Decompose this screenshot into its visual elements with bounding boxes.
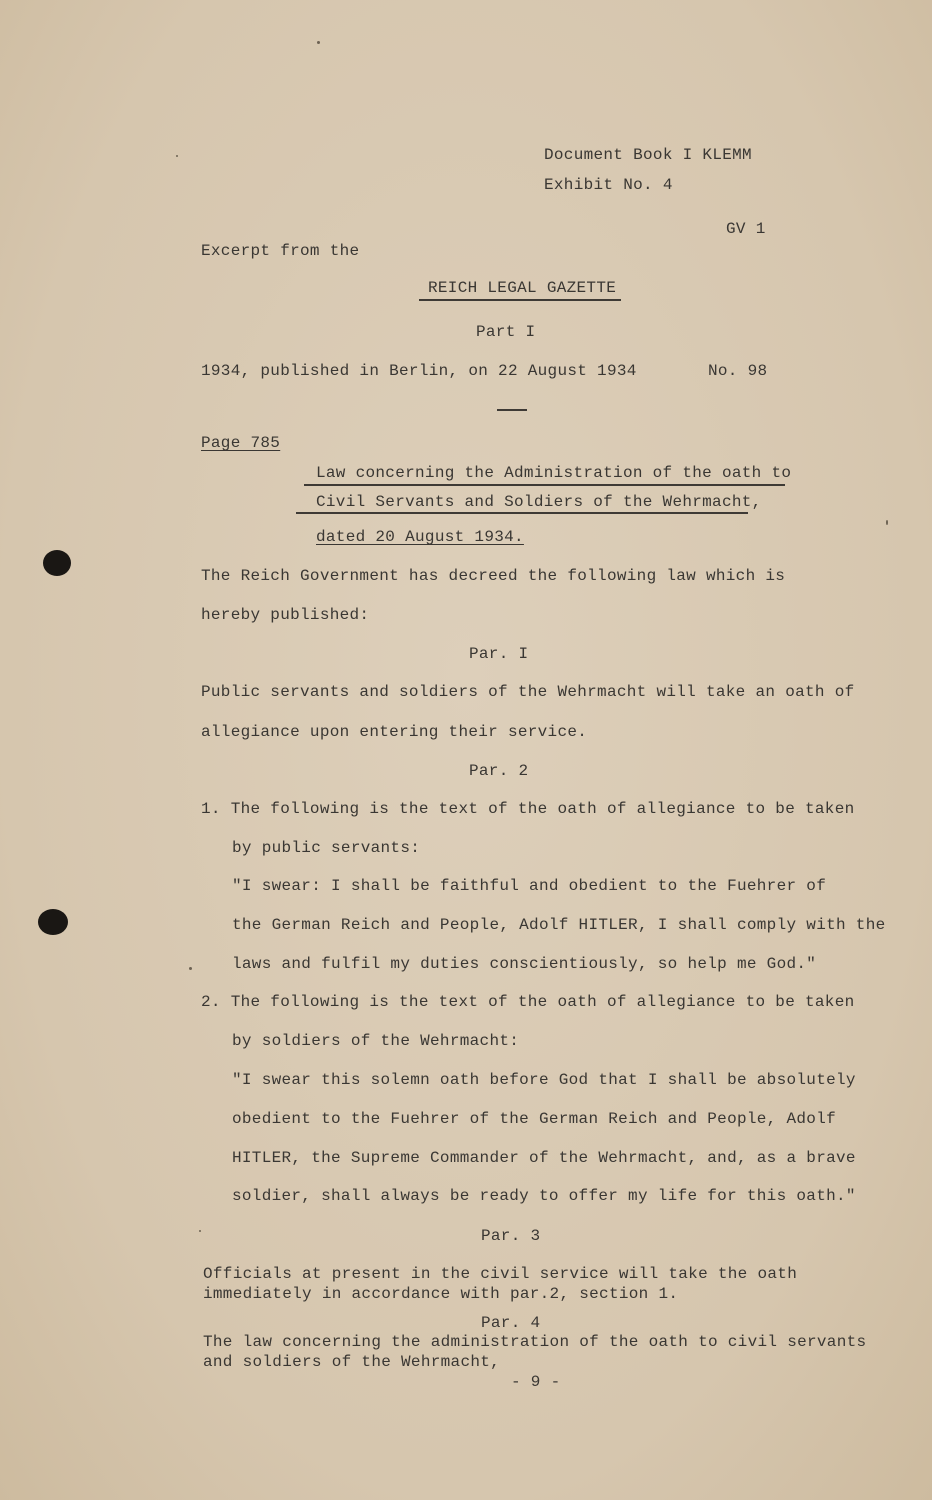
- gazette-title-underline: [419, 299, 621, 301]
- par-2-item-1-quote-1: "I swear: I shall be faithful and obedient to the Fuehrer of: [232, 877, 827, 895]
- exhibit-label: Exhibit No. 4: [544, 176, 673, 194]
- paper-speck: [189, 967, 192, 970]
- gazette-part: Part I: [476, 323, 536, 341]
- paper-speck: [176, 155, 178, 157]
- par-2-item-2-line-2: by soldiers of the Wehrmacht:: [232, 1032, 520, 1050]
- law-title-line-1: Law concerning the Administration of the oath to: [316, 464, 792, 482]
- excerpt-intro: Excerpt from the: [201, 242, 360, 260]
- law-title-line-2: Civil Servants and Soldiers of the Wehrmacht,: [316, 493, 762, 511]
- punch-hole-bottom: [38, 909, 68, 935]
- par-3-line-2: immediately in accordance with par.2, section 1.: [203, 1285, 679, 1303]
- par-2-item-2-quote-4: soldier, shall always be ready to offer my life for this oath.": [232, 1187, 856, 1205]
- punch-hole-top: [43, 550, 71, 576]
- page-number: - 9 -: [511, 1373, 561, 1391]
- par-2-item-1-quote-3: laws and fulfil my duties conscientiously, so help me God.": [232, 955, 817, 973]
- preamble-line-1: The Reich Government has decreed the following law which is: [201, 567, 786, 585]
- document-book-label: Document Book I KLEMM: [544, 146, 752, 164]
- paper-speck: [317, 41, 320, 44]
- preamble-line-2: hereby published:: [201, 606, 370, 624]
- par-2-item-2-quote-1: "I swear this solemn oath before God that I shall be absolutely: [232, 1071, 856, 1089]
- par-2-item-2-quote-3: HITLER, the Supreme Commander of the Wehrmacht, and, as a brave: [232, 1149, 856, 1167]
- page-reference: Page 785: [201, 434, 281, 452]
- par-4-line-1: The law concerning the administration of the oath to civil servants: [203, 1333, 867, 1351]
- law-date: dated 20 August 1934.: [316, 528, 524, 546]
- par-4-line-2: and soldiers of the Wehrmacht,: [203, 1353, 501, 1371]
- par-1-heading: Par. I: [469, 645, 529, 663]
- law-title-underline-1: [304, 484, 785, 486]
- par-1-line-1: Public servants and soldiers of the Wehrmacht will take an oath of: [201, 683, 855, 701]
- par-2-item-1-line-2: by public servants:: [232, 839, 421, 857]
- paper-speck: [199, 1230, 201, 1232]
- par-2-item-1-quote-2: the German Reich and People, Adolf HITLER, I shall comply with the: [232, 916, 886, 934]
- par-2-item-2-line-1: 2. The following is the text of the oath of allegiance to be taken: [201, 993, 855, 1011]
- par-3-line-1: Officials at present in the civil service will take the oath: [203, 1265, 798, 1283]
- par-2-heading: Par. 2: [469, 762, 529, 780]
- publication-info: 1934, published in Berlin, on 22 August 1934: [201, 362, 637, 380]
- section-divider: [497, 409, 527, 411]
- par-1-line-2: allegiance upon entering their service.: [201, 723, 588, 741]
- gazette-number: No. 98: [708, 362, 768, 380]
- reference-code: GV 1: [726, 220, 766, 238]
- par-2-item-1-line-1: 1. The following is the text of the oath of allegiance to be taken: [201, 800, 855, 818]
- par-3-heading: Par. 3: [481, 1227, 541, 1245]
- gazette-title: REICH LEGAL GAZETTE: [428, 279, 617, 297]
- par-2-item-2-quote-2: obedient to the Fuehrer of the German Reich and People, Adolf: [232, 1110, 836, 1128]
- par-4-heading: Par. 4: [481, 1314, 541, 1332]
- paper-speck: [886, 520, 888, 525]
- law-title-underline-2: [296, 512, 748, 514]
